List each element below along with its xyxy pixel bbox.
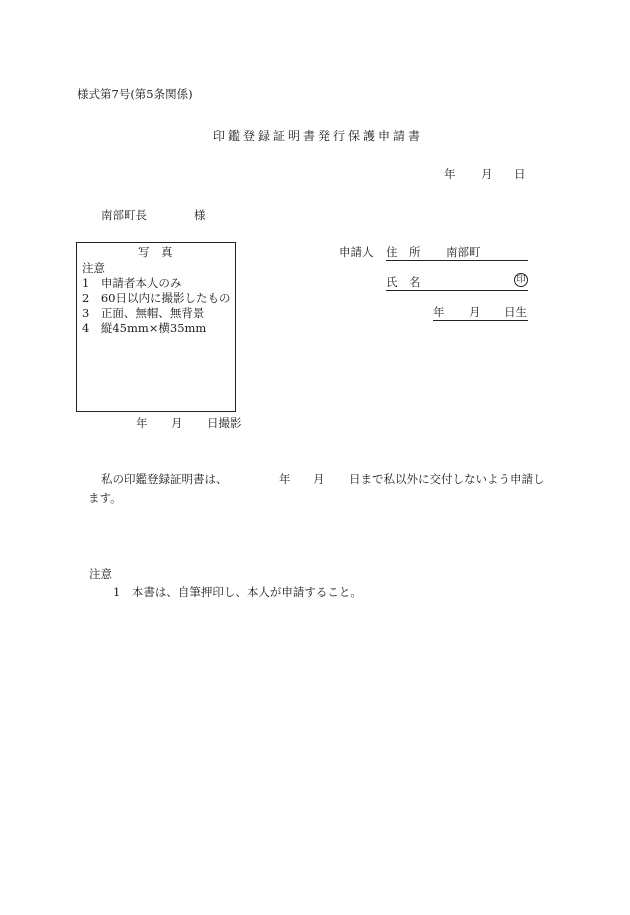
- birth-month: 月: [469, 305, 481, 319]
- birth-underline: [433, 320, 528, 321]
- form-number: 様式第7号(第5条関係): [77, 87, 193, 101]
- address-value: 南部町: [446, 245, 481, 259]
- photo-note-label: 注意: [82, 261, 105, 275]
- date-day: 日: [514, 167, 526, 181]
- photo-heading: 写 真: [138, 245, 173, 259]
- statement-year: 年: [279, 472, 291, 486]
- page-title: 印鑑登録証明書発行保護申請書: [213, 129, 424, 143]
- addressee-name: 南部町長: [101, 208, 147, 222]
- statement-month: 月: [313, 472, 325, 486]
- statement-part1: 私の印鑑登録証明書は、: [101, 472, 228, 486]
- statement-part3: ます。: [88, 491, 122, 505]
- photo-note-2: 2 60日以内に撮影したもの: [82, 291, 231, 305]
- date-year: 年: [444, 167, 456, 181]
- address-underline: [386, 260, 528, 261]
- footer-note-1: 1 本書は、自筆押印し、本人が申請すること。: [113, 585, 362, 599]
- name-label: 氏 名: [386, 275, 421, 289]
- footer-note-label: 注意: [89, 567, 112, 581]
- photo-note-1: 1 申請者本人のみ: [82, 276, 182, 290]
- seal-mark: 印: [514, 273, 528, 287]
- photo-date-month: 月: [171, 416, 183, 430]
- statement-part2: 日まで私以外に交付しないよう申請し: [349, 472, 545, 486]
- birth-day: 日生: [504, 305, 527, 319]
- photo-date-day: 日撮影: [207, 416, 242, 430]
- photo-note-4: 4 縦45mm×横35mm: [82, 321, 207, 335]
- birth-year: 年: [433, 305, 445, 319]
- address-label: 住 所: [386, 245, 421, 259]
- date-month: 月: [481, 167, 493, 181]
- photo-date-year: 年: [136, 416, 148, 430]
- applicant-label: 申請人: [339, 245, 374, 259]
- addressee-honorific: 様: [194, 208, 206, 222]
- photo-note-3: 3 正面、無帽、無背景: [82, 306, 205, 320]
- name-underline: [386, 290, 528, 291]
